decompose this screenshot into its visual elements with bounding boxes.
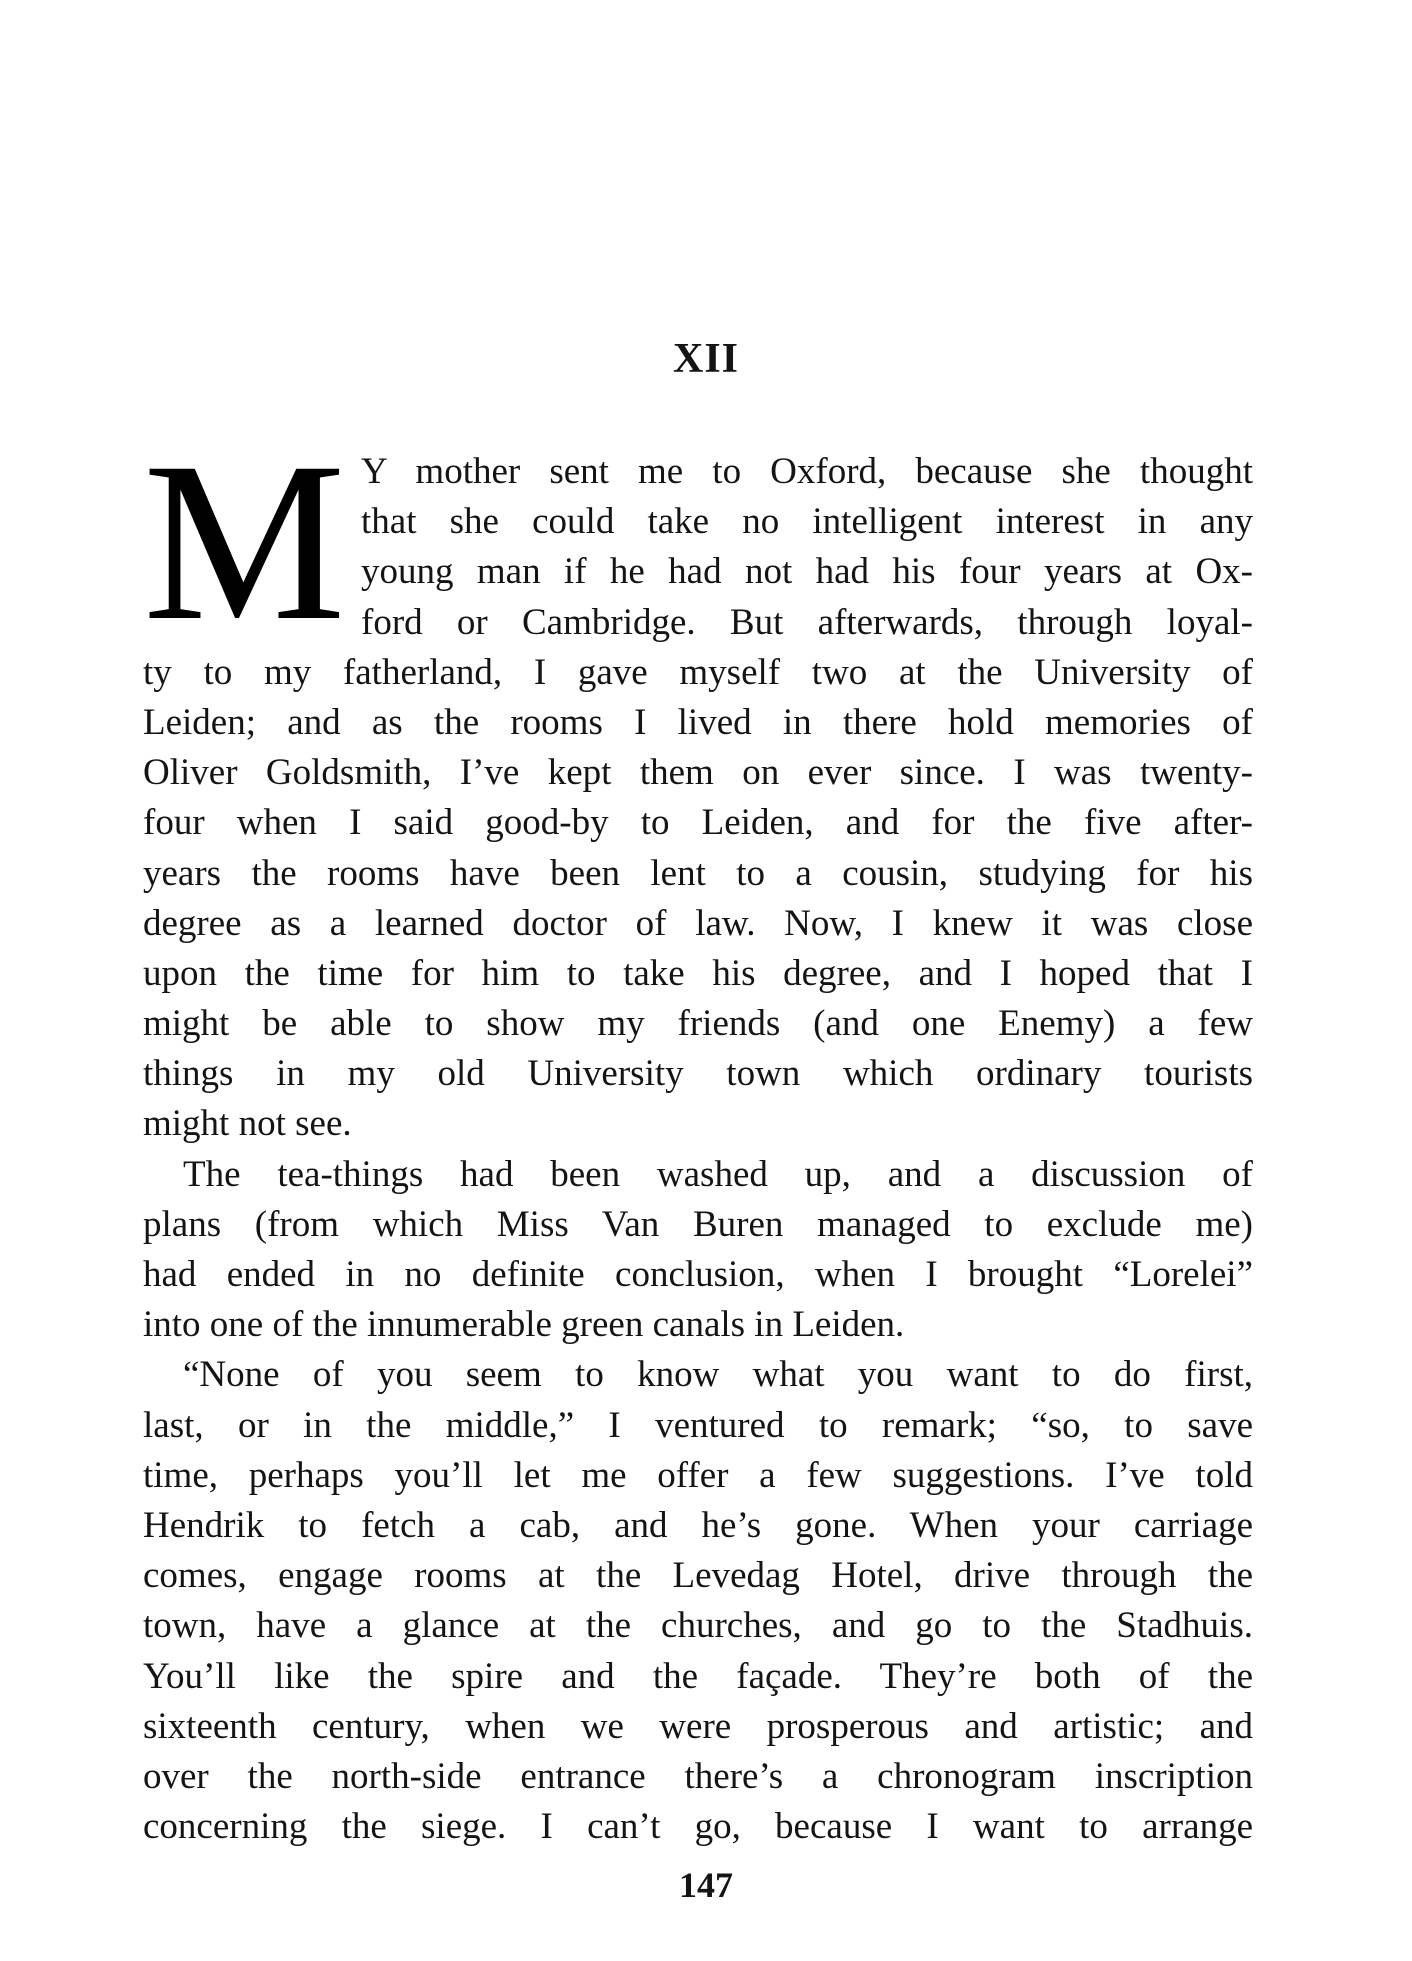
- text-line: comes, engage rooms at the Levedag Hotel, drive through the: [143, 1555, 1253, 1597]
- drop-cap-initial: M: [143, 416, 346, 668]
- text-line: into one of the innumerable green canals in Leiden.: [143, 1304, 905, 1346]
- text-line: The tea-things had been washed up, and a discussion of: [183, 1153, 1253, 1195]
- text-line: things in my old University town which ordinary tourists: [143, 1053, 1253, 1095]
- text-line: that she could take no intelligent interest in any: [361, 501, 1253, 543]
- text-line: Leiden; and as the rooms I lived in there hold memories of: [143, 701, 1253, 743]
- text-line: degree as a learned doctor of law. Now, I knew it was close: [143, 902, 1253, 944]
- text-line: “None of you seem to know what you want to do first,: [183, 1354, 1253, 1396]
- text-line: might be able to show my friends (and one Enemy) a few: [143, 1003, 1253, 1045]
- text-line: young man if he had not had his four years at Ox-: [361, 551, 1253, 593]
- text-line: last, or in the middle,” I ventured to remark; “so, to save: [143, 1404, 1253, 1446]
- text-line: concerning the siege. I can’t go, because I want to arrange: [143, 1806, 1253, 1848]
- text-line: four when I said good-by to Leiden, and for the five after-: [143, 802, 1253, 844]
- text-line: town, have a glance at the churches, and go to the Stadhuis.: [143, 1605, 1253, 1647]
- text-line: Y mother sent me to Oxford, because she thought: [361, 451, 1253, 492]
- body-text: [143, 416, 1253, 1852]
- page-number: 147: [679, 1865, 733, 1905]
- text-line: Oliver Goldsmith, I’ve kept them on ever since. I was twenty-: [143, 752, 1253, 794]
- text-line: ford or Cambridge. But afterwards, through loyal-: [361, 601, 1253, 643]
- text-line: plans (from which Miss Van Buren managed to exclude me): [143, 1203, 1253, 1245]
- text-line: years the rooms have been lent to a cousin, studying for his: [143, 852, 1253, 894]
- text-line: Hendrik to fetch a cab, and he’s gone. When your carriage: [143, 1504, 1253, 1546]
- text-line: ty to my fatherland, I gave myself two at the University of: [143, 651, 1253, 693]
- text-line: had ended in no definite conclusion, when I brought “Lorelei”: [143, 1254, 1253, 1295]
- text-line: upon the time for him to take his degree, and I hoped that I: [143, 952, 1253, 994]
- text-line: time, perhaps you’ll let me offer a few suggestions. I’ve told: [143, 1454, 1253, 1496]
- text-line: sixteenth century, when we were prosperous and artistic; and: [143, 1705, 1253, 1747]
- chapter-heading: XII: [672, 336, 740, 382]
- text-line: over the north-side entrance there’s a chronogram inscription: [143, 1755, 1253, 1797]
- text-line: You’ll like the spire and the façade. They’re both of the: [143, 1655, 1253, 1697]
- text-line: might not see.: [143, 1103, 352, 1145]
